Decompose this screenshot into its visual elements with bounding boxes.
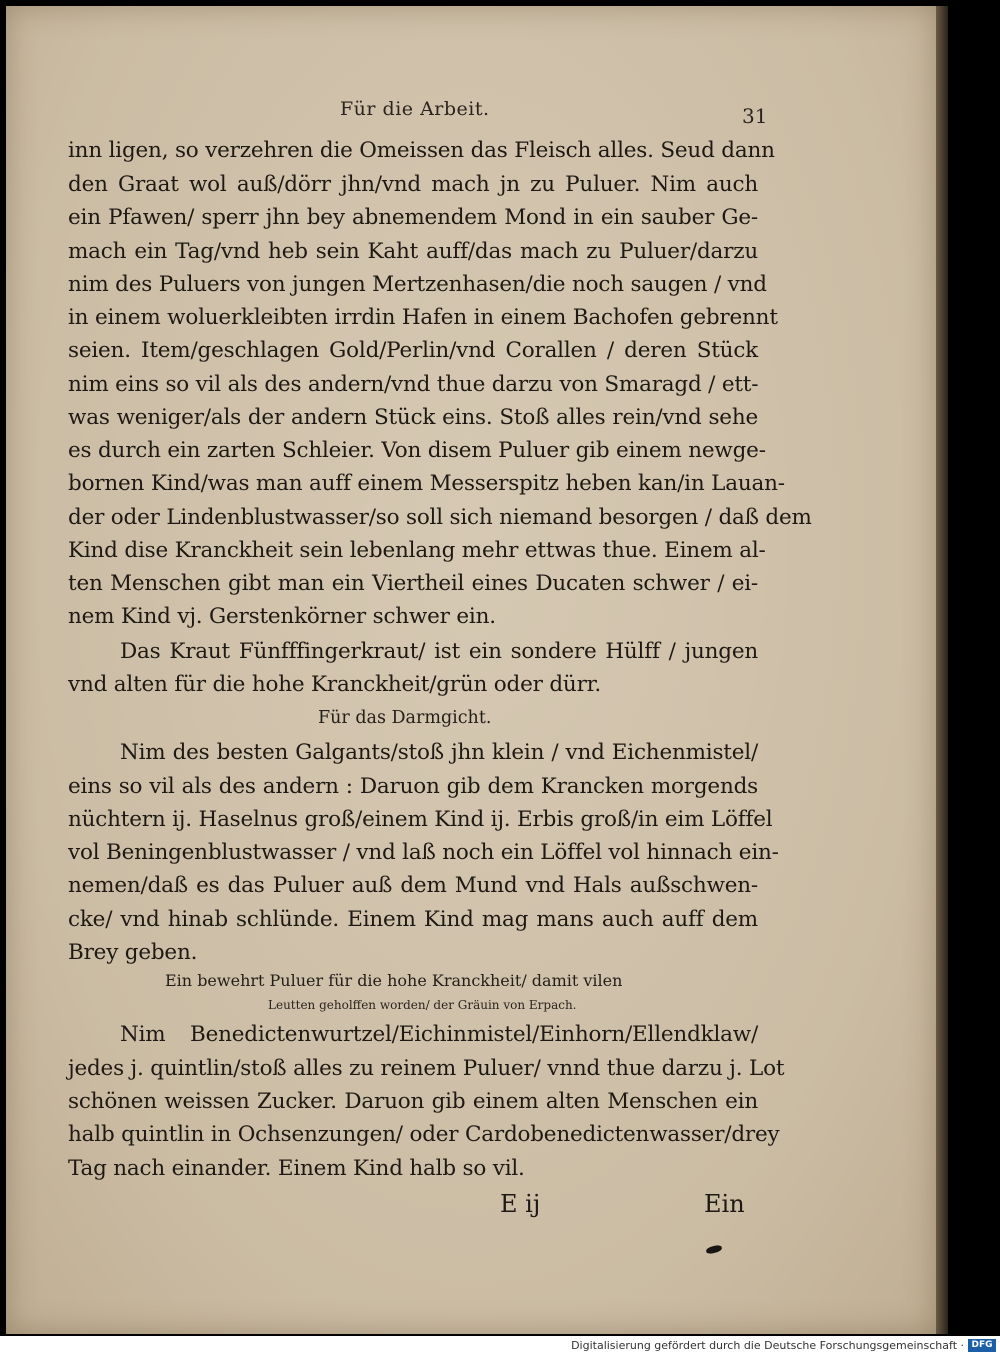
body-line: was weniger/als der andern Stück eins. Stoß alles rein/vnd sehe	[68, 405, 758, 430]
body-line: Nim Benedictenwurtzel/Eichinmistel/Einhorn/Ellendklaw/	[120, 1022, 758, 1047]
body-line: seien. Item/geschlagen Gold/Perlin/vnd Corallen / deren Stück	[68, 338, 758, 363]
body-line: den Graat wol auß/dörr jhn/vnd mach jn zu Puluer. Nim auch	[68, 172, 758, 197]
body-line: ein Pfawen/ sperr jhn bey abnemendem Mond in ein sauber Ge-	[68, 205, 758, 230]
body-line: nem Kind vj. Gerstenkörner schwer ein.	[68, 604, 496, 629]
body-line: nüchtern ij. Haselnus groß/einem Kind ij. Erbis groß/in eim Löffel	[68, 807, 773, 832]
body-line: der oder Lindenblustwasser/so soll sich niemand besorgen / daß dem	[68, 505, 812, 530]
body-line: nim eins so vil als des andern/vnd thue darzu von Smaragd / ett-	[68, 372, 759, 397]
section-heading: Für das Darmgicht.	[318, 708, 492, 728]
body-line: mach ein Tag/vnd heb sein Kaht auff/das mach zu Puluer/darzu	[68, 239, 758, 264]
body-line: ten Menschen gibt man ein Viertheil eines Ducaten schwer / ei-	[68, 571, 758, 596]
catchword: Ein	[704, 1190, 745, 1218]
page-number: 31	[742, 104, 768, 128]
body-line: jedes j. quintlin/stoß alles zu reinem Puluer/ vnnd thue darzu j. Lot	[68, 1056, 785, 1081]
body-line: eins so vil als des andern : Daruon gib dem Krancken morgends	[68, 774, 758, 799]
page-edge-shadow	[936, 6, 948, 1334]
signature-mark: E ij	[500, 1190, 541, 1218]
body-line: cke/ vnd hinab schlünde. Einem Kind mag mans auch auff dem	[68, 907, 758, 932]
body-line: nim des Puluers von jungen Mertzenhasen/die noch saugen / vnd	[68, 272, 767, 297]
section-heading: Ein bewehrt Puluer für die hohe Kranckheit/ damit vilen	[165, 971, 623, 990]
section-subheading: Leutten geholffen worden/ der Gräuin von Erpach.	[268, 998, 577, 1012]
funding-credit: Digitalisierung gefördert durch die Deutsche Forschungsgemeinschaft ·	[571, 1339, 964, 1352]
body-line: Das Kraut Fünfffingerkraut/ ist ein sondere Hülff / jungen	[120, 639, 758, 664]
body-line: Kind dise Kranckheit sein lebenlang mehr ettwas thue. Einem al-	[68, 538, 766, 563]
running-head: Für die Arbeit.	[340, 98, 490, 120]
dfg-logo-icon: DFG	[968, 1339, 996, 1352]
body-line: vnd alten für die hohe Kranckheit/grün oder dürr.	[68, 672, 601, 697]
body-line: inn ligen, so verzehren die Omeissen das Fleisch alles. Seud dann	[68, 138, 775, 163]
body-line: vol Beningenblustwasser / vnd laß noch ein Löffel vol hinnach ein-	[68, 840, 779, 865]
body-line: halb quintlin in Ochsenzungen/ oder Cardobenedictenwasser/drey	[68, 1122, 780, 1147]
body-line: Brey geben.	[68, 940, 198, 965]
body-line: bornen Kind/was man auff einem Messerspitz heben kan/in Lauan-	[68, 471, 785, 496]
body-line: es durch ein zarten Schleier. Von disem Puluer gib einem newge-	[68, 438, 766, 463]
body-line: in einem woluerkleibten irrdin Hafen in einem Bachofen gebrennt	[68, 305, 778, 330]
body-line: schönen weissen Zucker. Daruon gib einem alten Menschen ein	[68, 1089, 758, 1114]
body-line: Nim des besten Galgants/stoß jhn klein / vnd Eichenmistel/	[120, 740, 758, 765]
body-line: Tag nach einander. Einem Kind halb so vil.	[68, 1156, 525, 1181]
body-line: nemen/daß es das Puluer auß dem Mund vnd Hals außschwen-	[68, 873, 758, 898]
